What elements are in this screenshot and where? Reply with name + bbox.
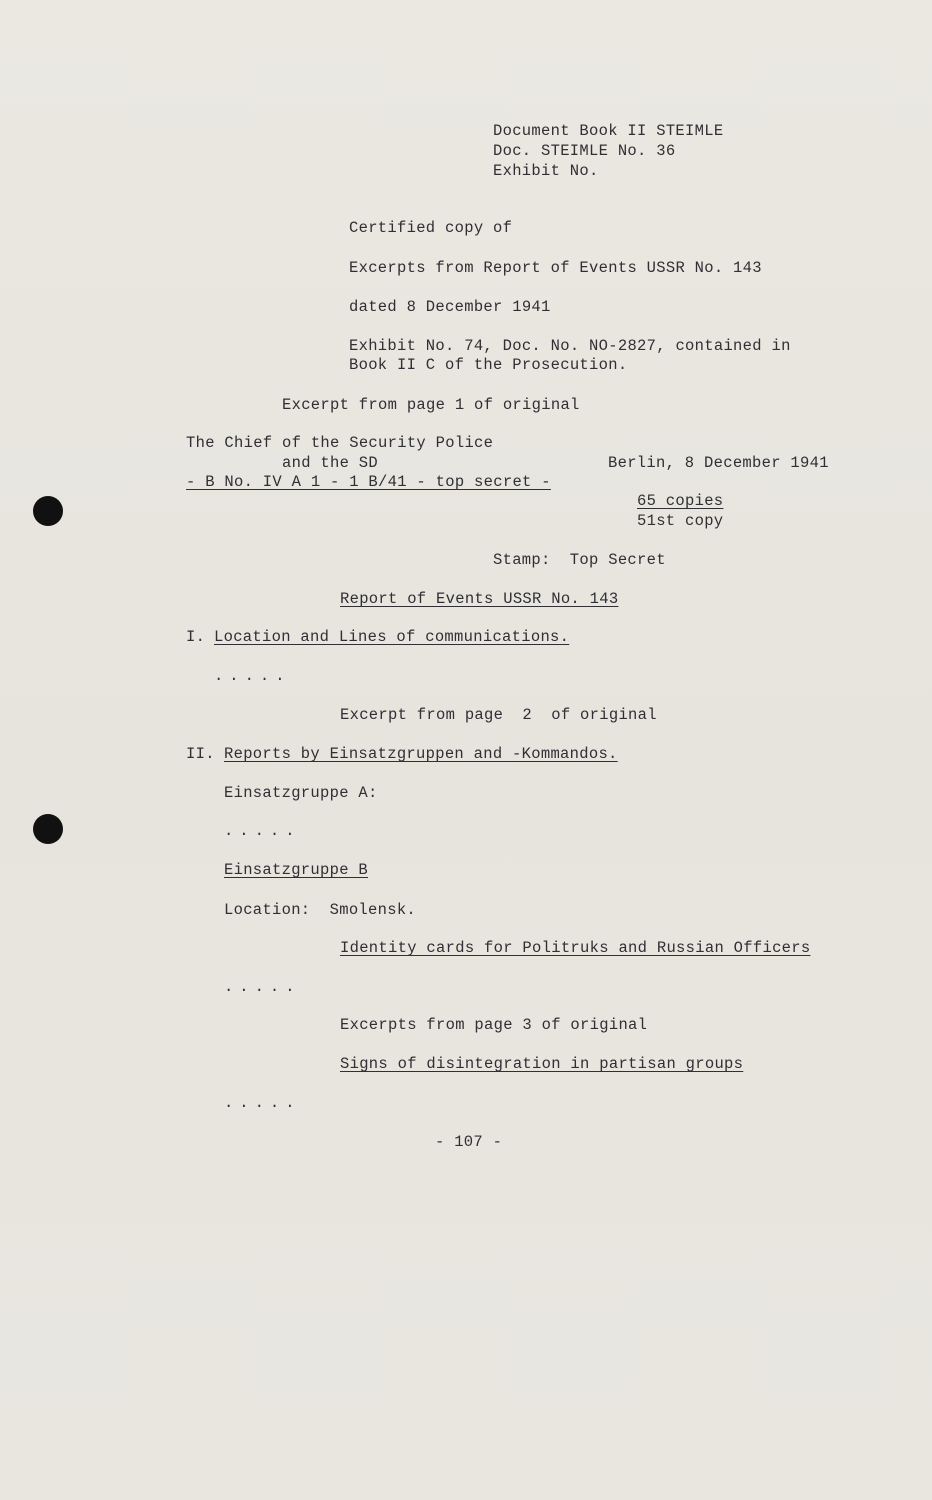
copies-count: 65 copies (637, 492, 724, 510)
einsatzgruppe-b: Einsatzgruppe B (224, 861, 369, 879)
excerpt-page-3: Excerpts from page 3 of original (340, 1016, 648, 1034)
ellipsis: ..... (224, 822, 301, 840)
identity-cards-heading: Identity cards for Politruks and Russian Officers (340, 939, 811, 957)
section-1-title: Location and Lines of communications. (214, 628, 570, 646)
einsatzgruppe-a: Einsatzgruppe A: (224, 784, 378, 802)
certified-copy: Certified copy of (349, 219, 513, 237)
copy-number: 51st copy (637, 512, 724, 530)
header-exhibit: Exhibit No. (493, 162, 599, 180)
disintegration-heading: Signs of disintegration in partisan groups (340, 1055, 744, 1073)
sender-line-2: and the SD (282, 454, 379, 472)
ellipsis: ..... (214, 667, 291, 685)
ellipsis: ..... (224, 978, 301, 996)
section-2-title: Reports by Einsatzgruppen and -Kommandos. (224, 745, 618, 763)
report-title: Report of Events USSR No. 143 (340, 590, 619, 608)
place-date: Berlin, 8 December 1941 (608, 454, 829, 472)
header-doc-number: Doc. STEIMLE No. 36 (493, 142, 676, 160)
sender-line-1: The Chief of the Security Police (186, 434, 494, 452)
excerpt-page-2: Excerpt from page 2 of original (340, 706, 657, 724)
section-2-number: II. (186, 745, 215, 763)
punch-hole (33, 496, 63, 526)
stamp-line: Stamp: Top Secret (493, 551, 666, 569)
location-line: Location: Smolensk. (224, 901, 417, 919)
page-number: - 107 - (435, 1133, 503, 1151)
excerpt-page-1: Excerpt from page 1 of original (282, 396, 580, 414)
dated-line: dated 8 December 1941 (349, 298, 551, 316)
section-1-number: I. (186, 628, 206, 646)
punch-hole (33, 814, 63, 844)
excerpts-title: Excerpts from Report of Events USSR No. 143 (349, 259, 762, 277)
exhibit-line-2: Book II C of the Prosecution. (349, 356, 628, 374)
header-document-book: Document Book II STEIMLE (493, 122, 724, 140)
reference-number: - B No. IV A 1 - 1 B/41 - top secret - (186, 473, 551, 491)
ellipsis: ..... (224, 1094, 301, 1112)
exhibit-line-1: Exhibit No. 74, Doc. No. NO-2827, contained in (349, 337, 791, 355)
